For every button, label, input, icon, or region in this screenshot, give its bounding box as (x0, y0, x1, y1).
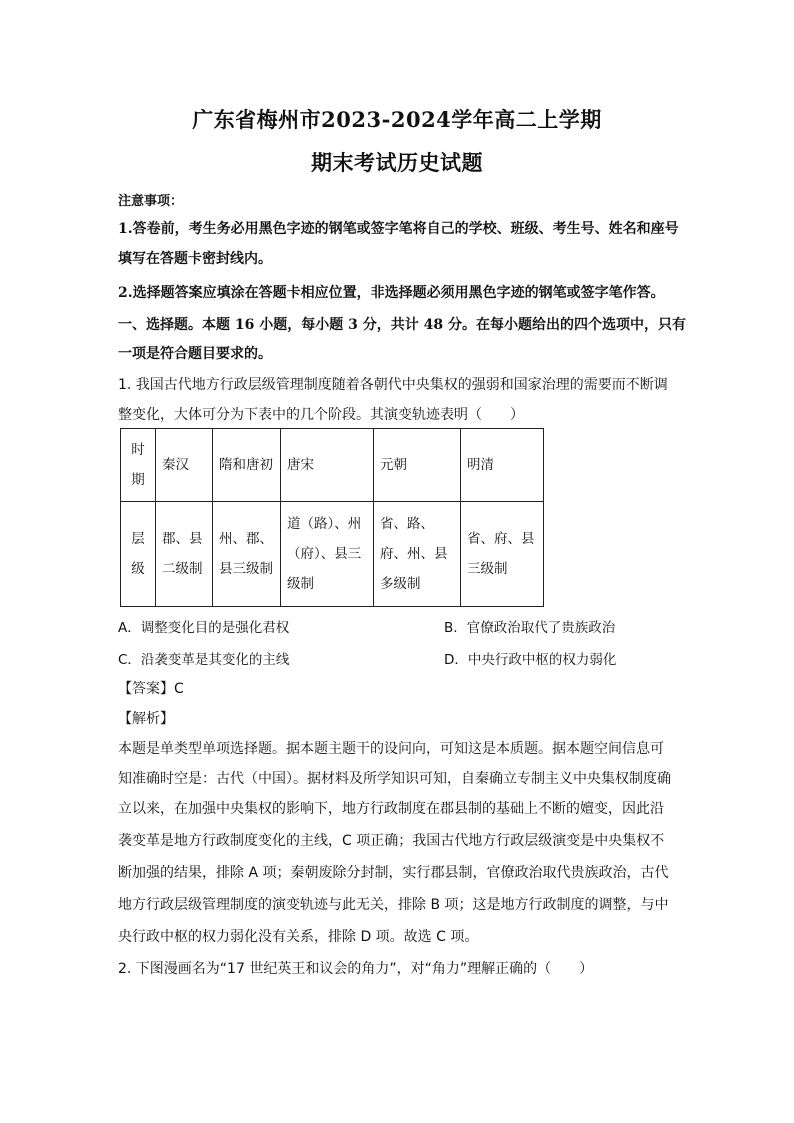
table-cell: 省、府、县三级制 (461, 502, 544, 607)
q1-option-b: B．官僚政治取代了贵族政治 (444, 620, 616, 636)
q2-stem: 2. 下图漫画名为“17 世纪英王和议会的角力”，对“角力”理解正确的（ ） (118, 961, 594, 977)
table-cell: 时期 (121, 429, 156, 502)
q1-option-c: C．沿袭变革是其变化的主线 (118, 652, 290, 668)
notice-item-1-line1: 1.答卷前，考生务必用黑色字迹的钢笔或签字笔将自己的学校、班级、考生号、姓名和座号 (118, 221, 679, 237)
q1-analysis-line: 立以来，在加强中央集权的影响下，地方行政制度在郡县制的基础上不断的嬗变，因此沿 (118, 801, 664, 817)
q1-analysis-line: 央行政中枢的权力弱化没有关系，排除 D 项。故选 C 项。 (118, 929, 479, 945)
table-cell: 道（路）、州（府）、县三级制 (281, 502, 374, 607)
doc-title-line2: 期末考试历史试题 (311, 150, 483, 175)
table-cell: 元朝 (374, 429, 461, 502)
q1-option-a: A．调整变化目的是强化君权 (118, 620, 290, 636)
q1-analysis-heading: 【解析】 (118, 711, 174, 727)
q1-option-d: D．中央行政中枢的权力弱化 (444, 652, 617, 668)
table-row (121, 429, 544, 502)
q1-stem-line1: 1. 我国古代地方行政层级管理制度随着各朝代中央集权的强弱和国家治理的需要而不断调 (118, 377, 668, 393)
q1-analysis-line: 本题是单类型单项选择题。据本题主题干的设问向，可知这是本质题。据本题空间信息可 (118, 741, 664, 757)
q1-analysis-line: 袭变革是地方行政制度变化的主线，C 项正确；我国古代地方行政层级演变是中央集权不 (118, 833, 665, 849)
table-cell: 隋和唐初 (213, 429, 281, 502)
table-cell: 层级 (121, 502, 156, 607)
table-cell: 省、路、府、州、县多级制 (374, 502, 461, 607)
table-cell: 唐宋 (281, 429, 374, 502)
q1-analysis-line: 断加强的结果，排除 A 项；秦朝废除分封制，实行郡县制，官僚政治取代贵族政治，古代 (118, 865, 669, 881)
notice-item-1-line2: 填写在答题卡密封线内。 (118, 251, 272, 267)
q1-table (120, 428, 544, 607)
notice-heading: 注意事项： (118, 194, 184, 209)
q1-analysis-line: 知准确时空是：古代（中国）。据材料及所学知识可知，自秦确立专制主义中央集权制度确 (118, 771, 671, 787)
table-cell: 郡、县二级制 (156, 502, 213, 607)
section-heading-line2: 一项是符合题目要求的。 (118, 346, 272, 362)
table-cell: 州、郡、县三级制 (213, 502, 281, 607)
notice-item-2: 2.选择题答案应填涂在答题卡相应位置，非选择题必须用黑色字迹的钢笔或签字笔作答。 (118, 285, 665, 301)
q1-stem-line2: 整变化，大体可分为下表中的几个阶段。其演变轨迹表明（ ） (118, 407, 524, 423)
table-cell: 秦汉 (156, 429, 213, 502)
table-row (121, 502, 544, 607)
section-heading-line1: 一、选择题。本题 16 小题，每小题 3 分，共计 48 分。在每小题给出的四个选项中，只有 (118, 317, 686, 333)
doc-title-line1: 广东省梅州市2023-2024学年高二上学期 (192, 107, 602, 132)
q1-answer: 【答案】C (118, 681, 184, 697)
table-cell: 明清 (461, 429, 544, 502)
q1-analysis-line: 地方行政层级管理制度的演变轨迹与此无关，排除 B 项；这是地方行政制度的调整，与中 (118, 897, 669, 913)
